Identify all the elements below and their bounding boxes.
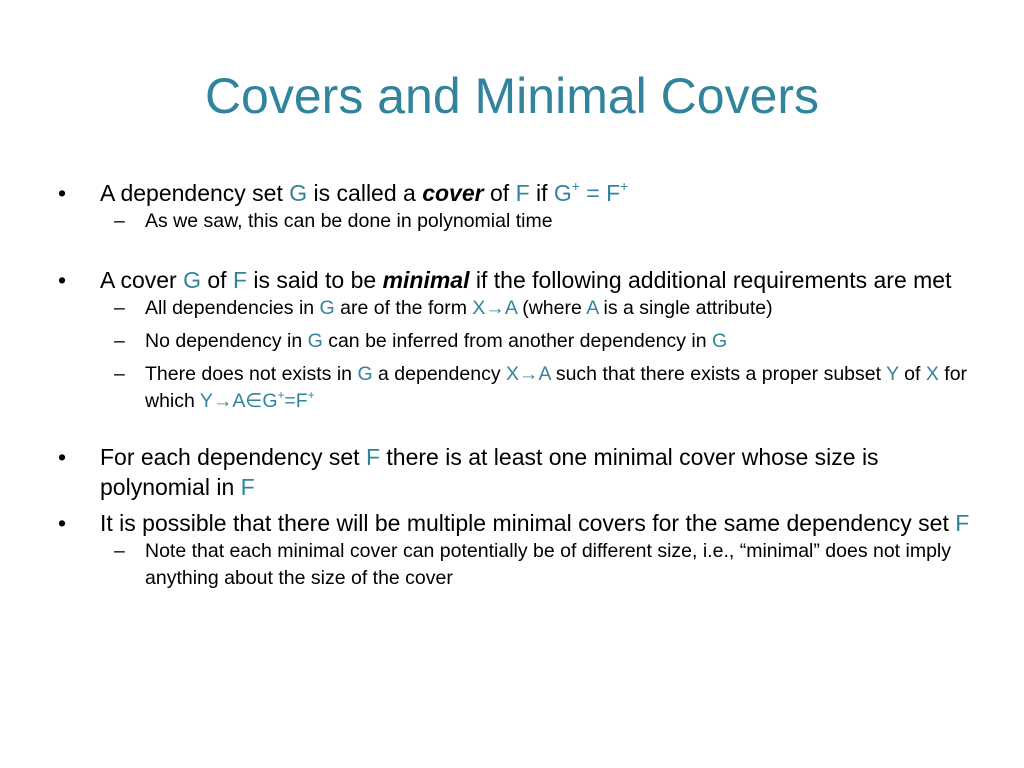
text: A cover (100, 267, 184, 293)
symbol-f: F (365, 444, 381, 470)
text: such that there exists a proper subset (550, 363, 887, 385)
term-minimal: minimal (382, 267, 470, 293)
text: for which (145, 363, 968, 412)
symbol-x: X (925, 363, 939, 385)
symbol-f: F (515, 180, 530, 206)
sub-bullet-marker: – (114, 297, 125, 319)
sub-bullet-proper-subset (56, 361, 986, 415)
bullet-cover-definition (56, 178, 986, 208)
text: a dependency (372, 363, 506, 385)
bullet-marker: • (58, 510, 67, 536)
text: It is possible that there will be multiple minimal covers for the same dependency set (100, 510, 956, 536)
text: of (483, 180, 516, 206)
symbol-g: G (711, 330, 728, 352)
bullet-marker: • (58, 444, 67, 470)
term-cover: cover (422, 180, 484, 206)
symbol-g: G (307, 330, 323, 352)
text: Note that each minimal cover can potentially be of different size, i.e., “minimal” does not imply anything about the size of the cover (145, 540, 952, 589)
sub-bullet-no-inference (56, 328, 986, 355)
text: there is at least one minimal cover whose size is polynomial in (100, 444, 879, 500)
text: As we saw, this can be done in polynomial time (145, 210, 553, 232)
dependency-x-to-a: X→A (505, 363, 551, 385)
slide-body (56, 178, 986, 592)
text: For each dependency set (100, 444, 366, 470)
text: A dependency set (100, 180, 290, 206)
bullet-multiple-covers (56, 508, 986, 538)
text: All dependencies in (145, 297, 320, 319)
slide-title: Covers and Minimal Covers (204, 68, 820, 124)
sub-bullet-single-attribute (56, 295, 986, 322)
sub-bullet-marker: – (114, 363, 125, 385)
text: are of the form (334, 297, 473, 319)
text: There does not exists in (145, 363, 358, 385)
sub-bullet-size-note (56, 538, 986, 592)
membership-expression: Y→A∈G+=F+ (199, 388, 315, 412)
symbol-f: F (232, 267, 248, 293)
text: of (898, 363, 926, 385)
text: (where (516, 297, 587, 319)
symbol-y: Y (886, 363, 899, 385)
sub-bullet-marker: – (114, 540, 125, 562)
sub-bullet-marker: – (114, 330, 125, 352)
symbol-g: G (289, 180, 308, 206)
closure-equation: G+ = F+ (553, 179, 629, 206)
bullet-existence (56, 442, 986, 502)
symbol-g: G (183, 267, 201, 293)
symbol-f: F (240, 474, 255, 500)
text: is called a (307, 180, 423, 206)
bullet-marker: • (58, 267, 67, 293)
symbol-g: G (319, 297, 335, 319)
text: is a single attribute) (598, 297, 773, 319)
sub-bullet-polynomial (56, 208, 986, 235)
text: is said to be (247, 267, 383, 293)
bullet-minimal-definition (56, 265, 986, 295)
text: if the following additional requirements are met (469, 267, 952, 293)
text: No dependency in (145, 330, 308, 352)
text: if (529, 180, 554, 206)
symbol-a: A (586, 297, 599, 319)
symbol-g: G (357, 363, 373, 385)
text: of (201, 267, 233, 293)
bullet-marker: • (58, 180, 67, 206)
dependency-x-to-a: X→A (472, 297, 517, 319)
sub-bullet-marker: – (114, 210, 125, 232)
symbol-f: F (955, 510, 970, 536)
text: can be inferred from another dependency in (322, 330, 712, 352)
